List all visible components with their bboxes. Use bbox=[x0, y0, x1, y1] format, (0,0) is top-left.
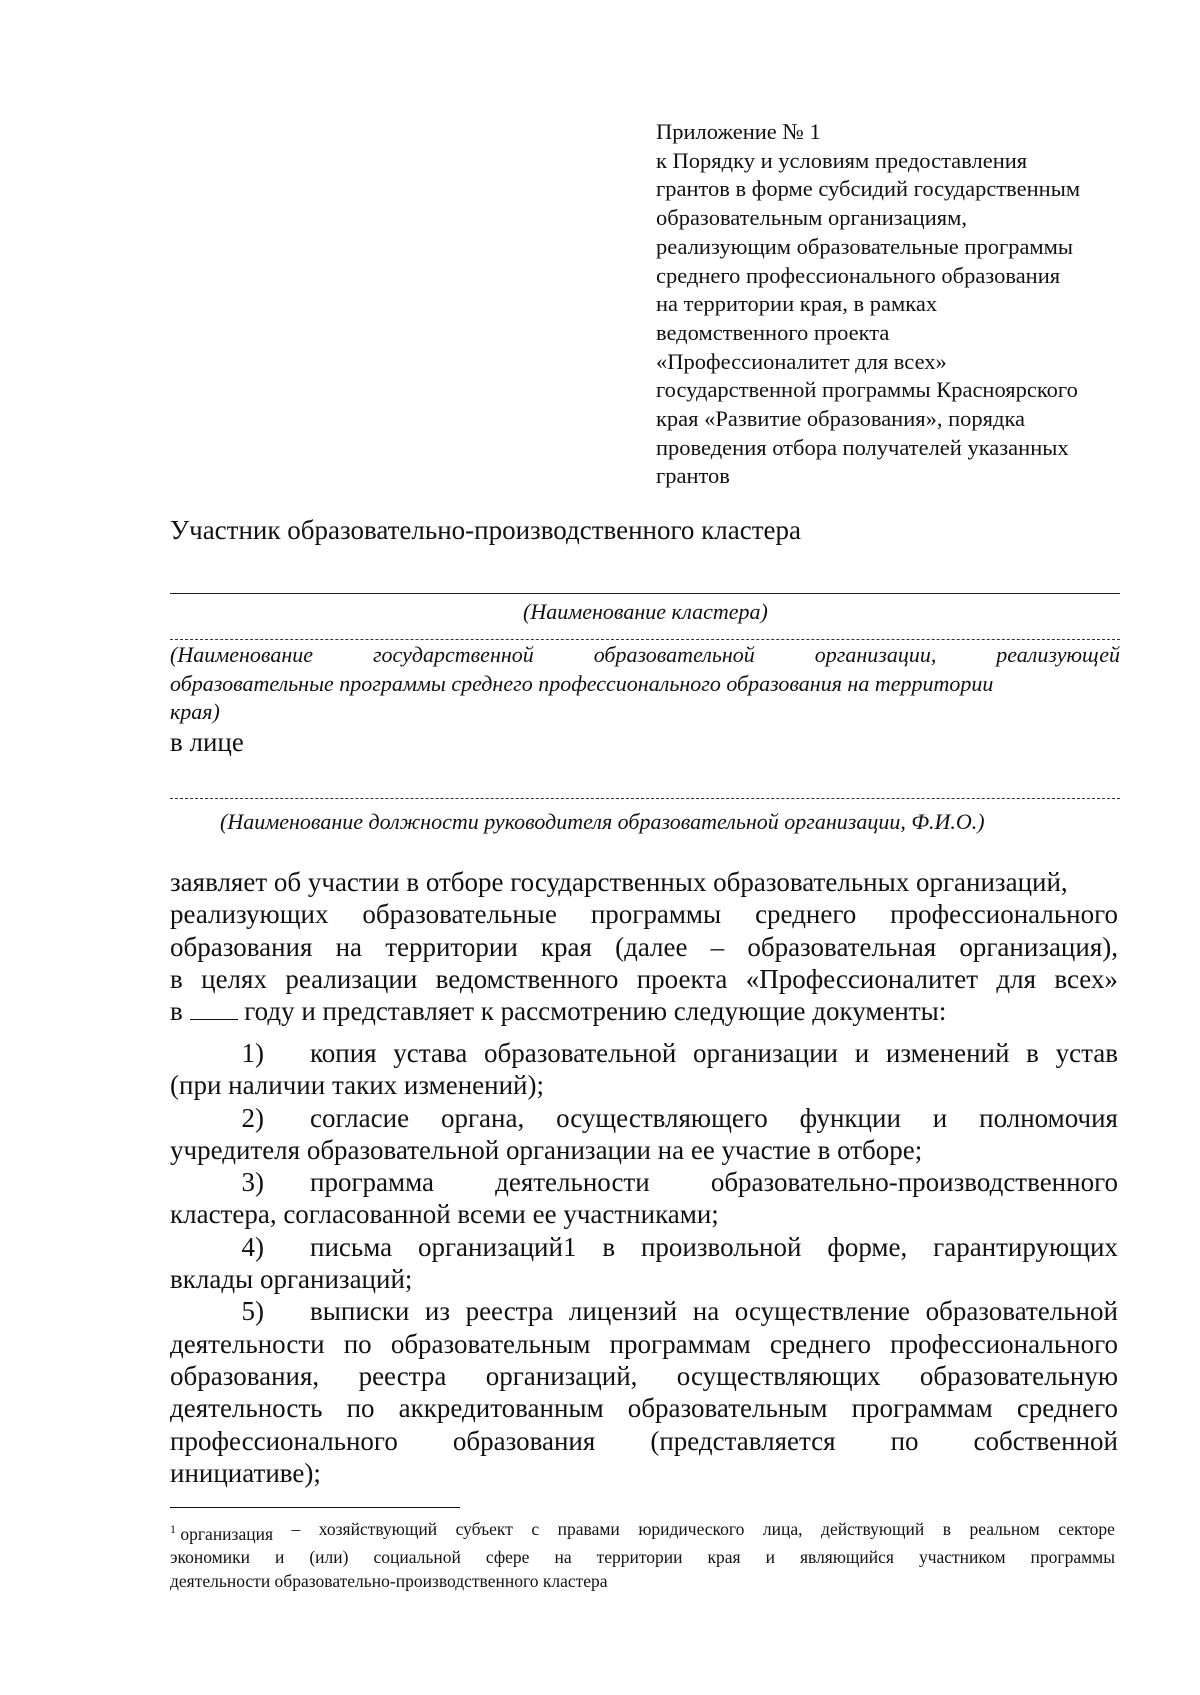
footnote-word: участником bbox=[918, 1547, 1006, 1568]
word: образовательным bbox=[390, 1328, 591, 1359]
list-item-line: вклады организаций; bbox=[170, 1264, 413, 1295]
word: всех» bbox=[1054, 963, 1118, 994]
list-item-text bbox=[310, 1295, 1118, 1327]
appendix-line: на территории края, в рамках bbox=[656, 291, 938, 317]
footnote-word: лица, bbox=[762, 1519, 803, 1539]
organization-caption-line bbox=[170, 641, 1120, 670]
word: согласие bbox=[310, 1102, 410, 1133]
footnote-word: на bbox=[554, 1547, 572, 1568]
word: (представляется bbox=[650, 1425, 836, 1456]
footnote-word: субъект bbox=[455, 1519, 513, 1539]
documents-list bbox=[170, 1037, 1118, 1489]
word: аккредитованным bbox=[398, 1393, 604, 1424]
list-item-line bbox=[170, 1392, 1118, 1424]
word: полномочия bbox=[979, 1102, 1118, 1133]
footnote-word: хозяйствующий bbox=[318, 1519, 438, 1539]
cluster-name-line bbox=[170, 593, 1120, 594]
list-item-line bbox=[170, 1425, 1118, 1457]
word: по bbox=[343, 1328, 372, 1359]
year-blank-field bbox=[190, 997, 238, 1020]
word: форме, bbox=[827, 1231, 908, 1262]
word: образовательной bbox=[483, 1038, 677, 1068]
word: реестра bbox=[358, 1360, 447, 1391]
word: среднего bbox=[755, 899, 857, 930]
organization-caption bbox=[170, 641, 1120, 727]
word: выписки bbox=[310, 1296, 410, 1327]
word: по bbox=[890, 1425, 919, 1456]
word: функции bbox=[799, 1102, 901, 1133]
footnote-word: в bbox=[942, 1519, 951, 1539]
footnote-mark: 1 bbox=[170, 1522, 176, 1536]
word: в bbox=[1026, 1038, 1039, 1068]
caption-word: (Наименование bbox=[170, 642, 314, 667]
word: по bbox=[346, 1393, 375, 1424]
appendix-line: края «Развитие образования», порядка bbox=[656, 406, 1026, 432]
statement-line bbox=[170, 931, 1118, 963]
list-item-first-line bbox=[170, 1295, 1118, 1327]
word: образовательно-производственного bbox=[710, 1167, 1118, 1198]
word: изменений bbox=[885, 1038, 1010, 1068]
word: образовательным bbox=[627, 1393, 828, 1424]
word: организация), bbox=[959, 931, 1118, 962]
word: проекта bbox=[636, 963, 728, 994]
word: организаций1 bbox=[417, 1231, 577, 1262]
word: собственной bbox=[973, 1425, 1118, 1456]
word: образования bbox=[452, 1425, 596, 1456]
word: копия bbox=[310, 1038, 377, 1068]
statement-prefix: в bbox=[170, 996, 183, 1027]
participant-heading: Участник образовательно-производственного кластера bbox=[170, 515, 801, 545]
word: реализации bbox=[285, 963, 418, 994]
footnote-word: правами bbox=[557, 1519, 620, 1539]
word: среднего bbox=[1016, 1393, 1118, 1424]
footnote-word: секторе bbox=[1058, 1519, 1115, 1539]
statement-line bbox=[170, 995, 1118, 1027]
word: осуществляющего bbox=[556, 1102, 768, 1133]
list-item-number: 2) bbox=[241, 1102, 264, 1133]
word: письма bbox=[310, 1231, 393, 1262]
word: в bbox=[602, 1231, 616, 1262]
appendix-line: Приложение № 1 bbox=[656, 119, 821, 144]
word: лицензий bbox=[568, 1296, 678, 1327]
list-item-number: 5) bbox=[241, 1296, 264, 1327]
footnote-line: деятельности образовательно-производственного кластера bbox=[170, 1570, 608, 1591]
list-item-first-line bbox=[170, 1037, 1118, 1069]
appendix-line: проведения отбора получателей указанных bbox=[656, 434, 1069, 460]
word: для bbox=[996, 963, 1037, 994]
word: образовательной bbox=[925, 1296, 1118, 1327]
statement-line bbox=[170, 963, 1118, 995]
word: образовательные bbox=[362, 899, 557, 930]
footnote-word: края bbox=[707, 1547, 741, 1568]
word: края bbox=[540, 931, 592, 962]
appendix-line: грантов bbox=[656, 463, 730, 489]
word: профессионального bbox=[890, 899, 1118, 930]
word: организаций, bbox=[485, 1360, 638, 1391]
word: из bbox=[424, 1296, 451, 1327]
footnote-separator bbox=[170, 1507, 460, 1508]
appendix-header bbox=[656, 118, 1126, 491]
list-item-number: 3) bbox=[241, 1167, 264, 1198]
word: образования bbox=[170, 931, 313, 962]
word: среднего bbox=[769, 1328, 872, 1359]
word: деятельность bbox=[170, 1393, 323, 1424]
appendix-line: ведомственного проекта bbox=[656, 319, 890, 345]
list-item-first-line bbox=[170, 1231, 1118, 1263]
word: и bbox=[932, 1102, 948, 1133]
footnote-word: территории bbox=[596, 1547, 683, 1568]
list-item-number: 1) bbox=[241, 1038, 264, 1068]
organization-caption-line: края) bbox=[170, 699, 220, 724]
list-item-line: (при наличии таких изменений); bbox=[170, 1070, 544, 1101]
cluster-caption: (Наименование кластера) bbox=[523, 599, 768, 624]
word: программам bbox=[609, 1328, 751, 1359]
list-item-text bbox=[310, 1037, 1118, 1069]
word: деятельности bbox=[170, 1328, 325, 1359]
caption-word: организации, bbox=[814, 642, 937, 667]
word: осуществляющих bbox=[676, 1360, 881, 1391]
word: образовательную bbox=[919, 1360, 1118, 1391]
appendix-line: грантов в форме субсидий государственным bbox=[656, 176, 1081, 202]
word: образовательная bbox=[747, 931, 937, 962]
appendix-line: к Порядку и условиям предоставления bbox=[656, 147, 1028, 173]
word: программа bbox=[310, 1167, 434, 1198]
organization-caption-line: образовательные программы среднего профессионального образования на территории bbox=[170, 670, 994, 696]
footnote-word: экономики bbox=[170, 1547, 250, 1568]
footnote-word: и bbox=[274, 1547, 285, 1568]
footnote-word: с bbox=[531, 1519, 540, 1539]
footnote-line bbox=[170, 1518, 1115, 1546]
word: «Профессионалитет bbox=[745, 963, 978, 994]
word: (далее bbox=[615, 931, 688, 962]
appendix-line: государственной программы Красноярского bbox=[656, 377, 1078, 403]
word: программам bbox=[851, 1393, 993, 1424]
caption-word: реализующей bbox=[996, 642, 1120, 667]
word: деятельности bbox=[495, 1167, 650, 1198]
footnote bbox=[170, 1518, 1115, 1593]
footnote-word: сфере bbox=[485, 1547, 530, 1568]
appendix-line: «Профессионалитет для всех» bbox=[656, 348, 947, 374]
word: образования, bbox=[170, 1360, 320, 1391]
list-item-line: кластера, согласованной всеми ее участниками; bbox=[170, 1199, 719, 1230]
word: гарантирующих bbox=[933, 1231, 1118, 1262]
appendix-line: реализующим образовательные программы bbox=[656, 233, 1074, 259]
head-name-line bbox=[170, 798, 1120, 799]
word: произвольной bbox=[640, 1231, 802, 1262]
word: территории bbox=[385, 931, 518, 962]
list-item-text bbox=[310, 1166, 1118, 1198]
word: реестра bbox=[465, 1296, 554, 1327]
caption-word: образовательной bbox=[593, 642, 755, 667]
word: организации bbox=[693, 1038, 839, 1068]
footnote-word: – bbox=[291, 1519, 301, 1539]
footnote-word: реальном bbox=[969, 1519, 1040, 1539]
word: в bbox=[170, 963, 183, 994]
list-item-line: учредителя образовательной организации на ее участие в отборе; bbox=[170, 1134, 923, 1165]
footnote-line bbox=[170, 1546, 1115, 1570]
statement-line bbox=[170, 898, 1118, 930]
word: осуществление bbox=[734, 1296, 911, 1327]
list-item-number: 4) bbox=[241, 1231, 264, 1262]
organization-name-line bbox=[170, 639, 1120, 640]
footnote-word: программы bbox=[1030, 1547, 1115, 1568]
word: на bbox=[692, 1296, 720, 1327]
appendix-line: среднего профессионального образования bbox=[656, 262, 1061, 288]
list-item-text bbox=[310, 1102, 1118, 1134]
caption-word: государственной bbox=[372, 642, 534, 667]
word: целях bbox=[201, 963, 267, 994]
word: профессионального bbox=[170, 1425, 398, 1456]
in-person-label: в лице bbox=[170, 727, 244, 757]
footnote-word: (или) bbox=[309, 1547, 349, 1568]
list-item-line: инициативе); bbox=[170, 1457, 321, 1488]
word: устав bbox=[1055, 1038, 1118, 1068]
footnote-word: юридического bbox=[638, 1519, 745, 1539]
list-item-line bbox=[170, 1360, 1118, 1392]
statement-paragraph bbox=[170, 866, 1118, 1027]
word: на bbox=[335, 931, 363, 962]
footnote-word: действующий bbox=[821, 1519, 925, 1539]
word: реализующих bbox=[170, 899, 329, 930]
footnote-word: являющийся bbox=[799, 1547, 894, 1568]
footnote-word: и bbox=[765, 1547, 775, 1568]
list-item-first-line bbox=[170, 1102, 1118, 1134]
word: профессионального bbox=[890, 1328, 1118, 1359]
word: программы bbox=[590, 899, 722, 930]
head-caption: (Наименование должности руководителя образовательной организации, Ф.И.О.) bbox=[220, 809, 985, 834]
word: и bbox=[854, 1038, 870, 1068]
statement-line: заявляет об участии в отборе государственных образовательных организаций, bbox=[170, 867, 1068, 897]
list-item-text bbox=[310, 1231, 1118, 1263]
word: – bbox=[710, 931, 725, 962]
statement-suffix: году и представляет к рассмотрению следующие документы: bbox=[244, 996, 947, 1027]
word: органа, bbox=[440, 1102, 525, 1133]
list-item-first-line bbox=[170, 1166, 1118, 1198]
footnote-word: социальной bbox=[373, 1547, 461, 1568]
list-item-line bbox=[170, 1328, 1118, 1360]
footnote-word: $^1$ организация bbox=[170, 1522, 274, 1544]
appendix-line: образовательным организациям, bbox=[656, 205, 967, 231]
word: ведомственного bbox=[435, 963, 619, 994]
word: устава bbox=[393, 1038, 468, 1068]
